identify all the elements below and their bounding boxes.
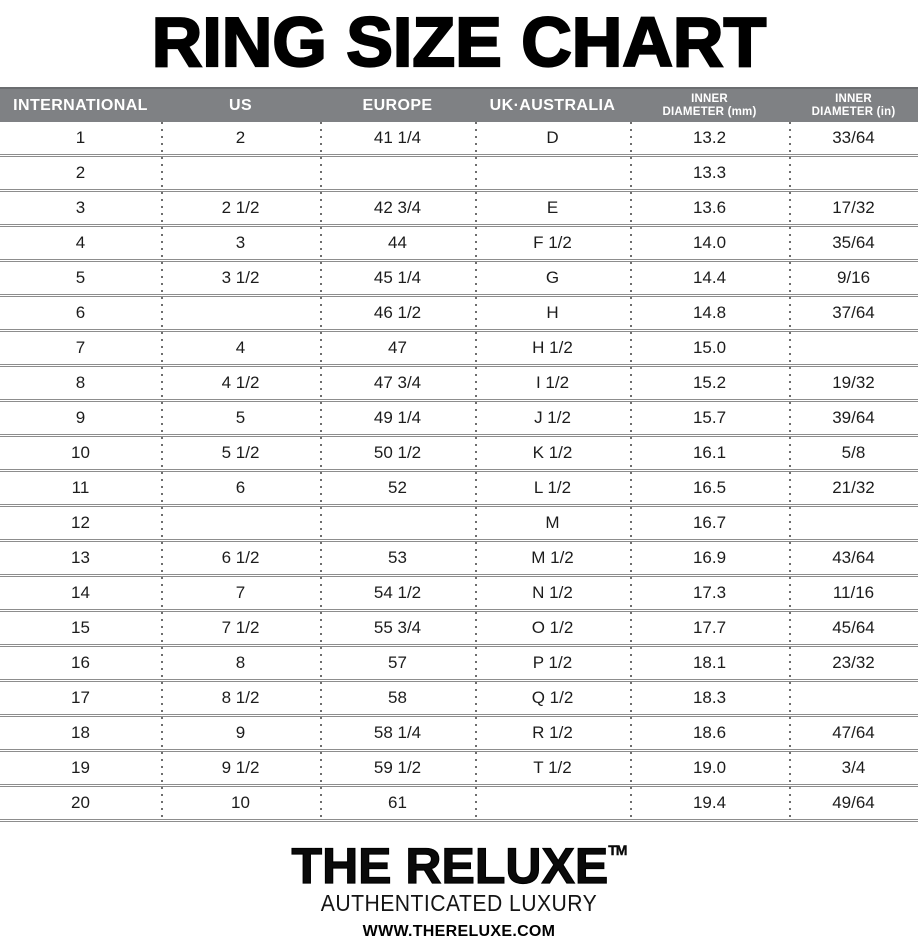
table-cell: H <box>475 297 630 329</box>
table-cell: 9/16 <box>789 262 918 294</box>
brand-logo <box>0 825 918 894</box>
table-row <box>0 577 918 612</box>
table-row <box>0 367 918 402</box>
table-cell: 42 3/4 <box>320 192 475 224</box>
table-cell: 17 <box>71 688 90 707</box>
table-cell: 5/8 <box>789 437 918 469</box>
table-cell: 17.3 <box>630 577 789 609</box>
table-cell: T 1/2 <box>475 752 630 784</box>
table-row <box>0 752 918 787</box>
table-row <box>0 192 918 227</box>
table-cell: 19.0 <box>630 752 789 784</box>
table-cell: 3 <box>75 198 86 217</box>
table-cell: 13.3 <box>630 157 789 189</box>
table-cell: D <box>475 122 630 154</box>
table-cell: 16.1 <box>630 437 789 469</box>
table-cell: 2 <box>75 163 86 182</box>
table-cell: 4 1/2 <box>161 367 320 399</box>
table-cell: 3/4 <box>789 752 918 784</box>
column-header: EUROPE <box>362 96 433 114</box>
table-cell <box>789 157 918 189</box>
table-cell: E <box>475 192 630 224</box>
brand-trademark: TM <box>608 842 627 858</box>
table-cell: 58 1/4 <box>320 717 475 749</box>
table-cell: 6 <box>161 472 320 504</box>
table-cell: 16.7 <box>630 507 789 539</box>
table-cell: 11/16 <box>789 577 918 609</box>
table-cell: 47 3/4 <box>320 367 475 399</box>
table-cell: 14.8 <box>630 297 789 329</box>
table-cell: 18.3 <box>630 682 789 714</box>
ring-size-table <box>0 87 918 822</box>
table-row <box>0 647 918 682</box>
table-cell: 3 <box>161 227 320 259</box>
table-cell: 18.6 <box>630 717 789 749</box>
table-cell: 4 <box>161 332 320 364</box>
table-cell <box>320 157 475 189</box>
table-row <box>0 227 918 262</box>
table-cell: 47/64 <box>789 717 918 749</box>
table-cell: 19.4 <box>630 787 789 819</box>
table-cell: 52 <box>320 472 475 504</box>
table-cell: J 1/2 <box>475 402 630 434</box>
table-cell <box>320 507 475 539</box>
table-cell: G <box>475 262 630 294</box>
table-cell: 17.7 <box>630 612 789 644</box>
table-cell: 9 1/2 <box>161 752 320 784</box>
table-cell: 39/64 <box>789 402 918 434</box>
table-row <box>0 402 918 437</box>
brand-name: THE RELUXE <box>291 838 609 894</box>
table-cell: 44 <box>320 227 475 259</box>
table-cell: 3 1/2 <box>161 262 320 294</box>
table-row <box>0 262 918 297</box>
table-cell: 15.0 <box>630 332 789 364</box>
table-cell: 6 1/2 <box>161 542 320 574</box>
table-cell <box>475 787 630 819</box>
table-cell: 8 <box>75 373 86 392</box>
table-cell: F 1/2 <box>475 227 630 259</box>
table-cell: 5 1/2 <box>161 437 320 469</box>
table-row <box>0 542 918 577</box>
table-cell: 15.7 <box>630 402 789 434</box>
page-title: RING SIZE CHART <box>151 3 767 81</box>
table-cell: 23/32 <box>789 647 918 679</box>
table-cell: 18 <box>71 723 90 742</box>
table-cell: 58 <box>320 682 475 714</box>
table-cell: 14.0 <box>630 227 789 259</box>
table-cell: 20 <box>71 793 90 812</box>
table-cell: 50 1/2 <box>320 437 475 469</box>
footer <box>0 825 918 941</box>
table-cell: M 1/2 <box>475 542 630 574</box>
table-cell: 47 <box>320 332 475 364</box>
table-cell: 45 1/4 <box>320 262 475 294</box>
table-cell: 61 <box>320 787 475 819</box>
table-cell: N 1/2 <box>475 577 630 609</box>
table-cell: 59 1/2 <box>320 752 475 784</box>
table-row <box>0 682 918 717</box>
table-cell: O 1/2 <box>475 612 630 644</box>
table-cell: 37/64 <box>789 297 918 329</box>
table-cell: 14.4 <box>630 262 789 294</box>
table-cell: 21/32 <box>789 472 918 504</box>
table-cell: 13.6 <box>630 192 789 224</box>
table-row <box>0 717 918 752</box>
table-cell: 2 <box>161 122 320 154</box>
table-cell: 10 <box>161 787 320 819</box>
table-row <box>0 157 918 192</box>
table-cell: 1 <box>75 128 86 147</box>
table-cell: 13.2 <box>630 122 789 154</box>
table-cell: 16.9 <box>630 542 789 574</box>
column-header: UK·AUSTRALIA <box>489 96 616 114</box>
table-cell: 55 3/4 <box>320 612 475 644</box>
table-cell: 57 <box>320 647 475 679</box>
table-cell: H 1/2 <box>475 332 630 364</box>
table-cell: L 1/2 <box>475 472 630 504</box>
table-row <box>0 297 918 332</box>
table-row <box>0 507 918 542</box>
table-cell: 15 <box>71 618 90 637</box>
table-cell: 19/32 <box>789 367 918 399</box>
table-cell: 4 <box>75 233 86 252</box>
table-cell: P 1/2 <box>475 647 630 679</box>
table-row <box>0 472 918 507</box>
table-cell <box>161 157 320 189</box>
table-cell: 17/32 <box>789 192 918 224</box>
table-row <box>0 787 918 822</box>
brand-tagline: AUTHENTICATED LUXURY <box>320 890 598 916</box>
table-cell: 41 1/4 <box>320 122 475 154</box>
table-cell <box>161 507 320 539</box>
table-cell: 15.2 <box>630 367 789 399</box>
column-header: INTERNATIONAL <box>13 96 148 114</box>
table-cell: 19 <box>71 758 90 777</box>
table-cell: K 1/2 <box>475 437 630 469</box>
table-cell: 8 <box>161 647 320 679</box>
table-cell: 7 1/2 <box>161 612 320 644</box>
table-cell: 13 <box>71 548 90 567</box>
table-row <box>0 332 918 367</box>
table-cell: 46 1/2 <box>320 297 475 329</box>
table-cell: R 1/2 <box>475 717 630 749</box>
table-cell: 16 <box>71 653 90 672</box>
table-cell: 11 <box>71 478 90 497</box>
table-cell: 49/64 <box>789 787 918 819</box>
table-cell: I 1/2 <box>475 367 630 399</box>
table-cell: 9 <box>161 717 320 749</box>
table-cell: 14 <box>71 583 90 602</box>
table-cell: 7 <box>75 338 86 357</box>
table-cell: Q 1/2 <box>475 682 630 714</box>
table-row <box>0 612 918 647</box>
table-header <box>0 87 918 122</box>
table-cell <box>789 682 918 714</box>
table-cell: 35/64 <box>789 227 918 259</box>
table-cell: 10 <box>71 443 90 462</box>
table-cell: 12 <box>71 513 90 532</box>
table-body <box>0 122 918 822</box>
table-cell: 9 <box>75 408 86 427</box>
table-cell: 54 1/2 <box>320 577 475 609</box>
table-cell: 49 1/4 <box>320 402 475 434</box>
column-header: INNER DIAMETER (mm) <box>662 93 757 118</box>
table-cell <box>161 297 320 329</box>
table-cell: 7 <box>161 577 320 609</box>
column-header: INNER DIAMETER (in) <box>811 93 896 118</box>
table-cell: 33/64 <box>789 122 918 154</box>
table-cell <box>789 332 918 364</box>
brand-website: WWW.THERELUXE.COM <box>362 923 556 940</box>
column-header: US <box>228 96 253 114</box>
table-cell: 53 <box>320 542 475 574</box>
table-cell: 5 <box>161 402 320 434</box>
table-row <box>0 122 918 157</box>
table-cell: 6 <box>75 303 86 322</box>
table-cell: 16.5 <box>630 472 789 504</box>
table-cell: 2 1/2 <box>161 192 320 224</box>
table-cell: 8 1/2 <box>161 682 320 714</box>
table-cell: 43/64 <box>789 542 918 574</box>
table-row <box>0 437 918 472</box>
table-cell: 18.1 <box>630 647 789 679</box>
table-cell <box>789 507 918 539</box>
table-cell <box>475 157 630 189</box>
table-cell: 45/64 <box>789 612 918 644</box>
table-cell: 5 <box>75 268 86 287</box>
table-cell: M <box>475 507 630 539</box>
